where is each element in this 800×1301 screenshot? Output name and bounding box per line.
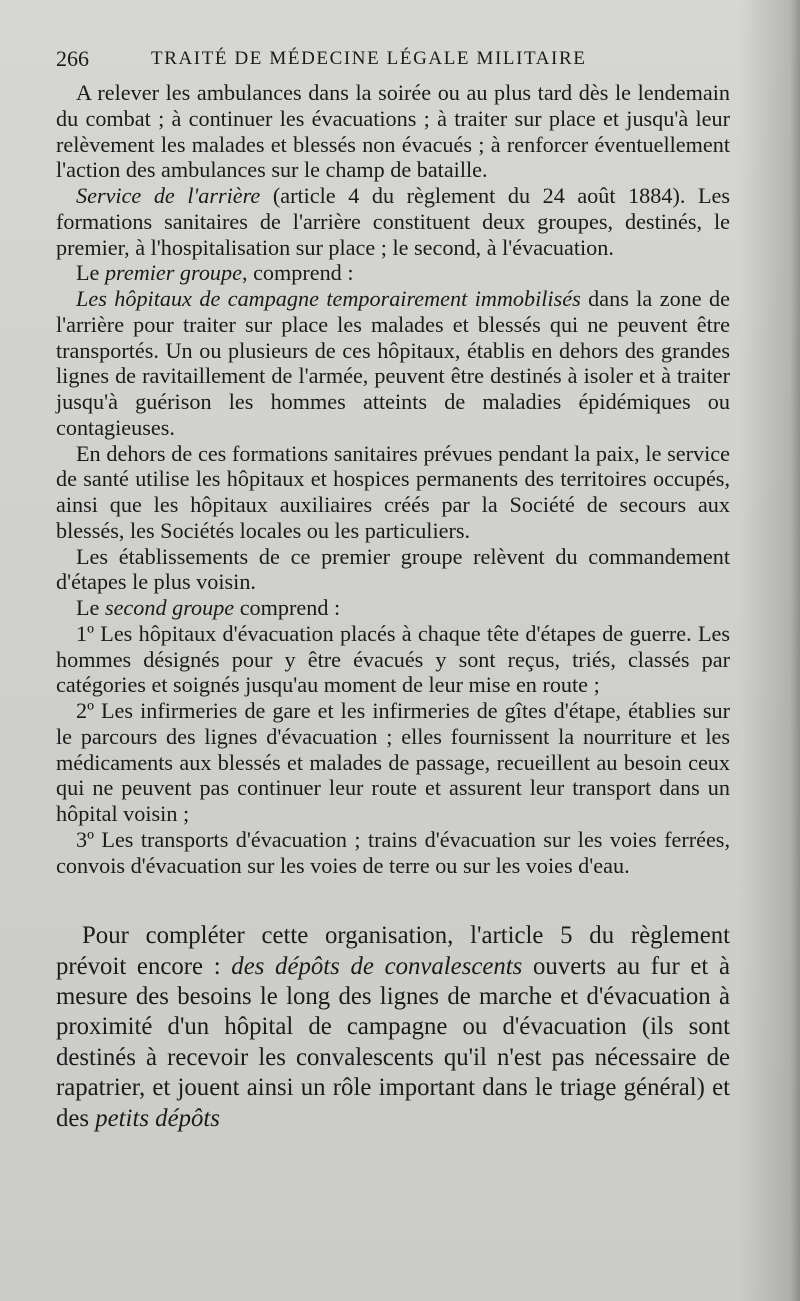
list-item: 3º Les transports d'évacuation ; trains d'évacuation sur les voies ferrées, convois d'évacuation sur les voies de terre ou sur les voies d'eau. — [56, 826, 730, 878]
paragraph: Le second groupe comprend : — [76, 595, 341, 620]
running-head — [56, 40, 730, 80]
paragraph: Le premier groupe, comprend : — [76, 260, 354, 286]
list-item: 1º Les hôpitaux d'évacuation placés à chaque tête d'étapes de guerre. Les hommes désignés pour y être évacués y sont reçus, triés, classés par catégories et soignés jusqu'au moment de leur mise en route ; — [56, 620, 730, 698]
closing-text — [56, 921, 730, 1134]
paragraph: Service de l'arrière (article 4 du règlement du 24 août 1884). Les formations sanitaires de l'arrière constituent deux groupes, destinés, le premier, à l'hospitalisation sur place ; le second, à l'évacuation. — [56, 183, 730, 260]
closing-paragraph: Pour compléter cette organisation, l'article 5 du règlement prévoit encore : des dépôts de convalescents ouverts au fur et à mesure des besoins le long des lignes de marche et d'évacuation à proximité d'un hôpital de campagne ou d'évacuation (ils sont destinés à recevoir les convalescents qu'il n'est pas nécessaire de rapatrier, et jouent ainsi un rôle important dans le triage général) et des petits dépôts — [56, 922, 730, 1132]
page-number: 266 — [56, 46, 89, 71]
list-item: 2º Les infirmeries de gare et les infirmeries de gîtes d'étape, établies sur le parcours des lignes d'évacuation ; elles fournissent la nourriture et les médicaments aux blessés et malades de passage, recueillent au besoin ceux qui ne peuvent pas continuer leur route et assurent leur transport dans un hôpital voisin ; — [56, 698, 730, 826]
paragraph: Les établissements de ce premier groupe relèvent du commandement d'étapes le plus voisin. — [56, 543, 730, 595]
paragraph: Les hôpitaux de campagne temporairement immobilisés dans la zone de l'arrière pour traiter sur place les malades et blessés qui ne peuvent être transportés. Un ou plusieurs de ces hôpitaux, établis en dehors des grandes lignes de ravitaillement de l'armée, peuvent être destinés à isoler et à traiter jusqu'à guérison les hommes atteints de maladies épidémiques ou contagieuses. — [56, 286, 730, 440]
body-text — [56, 80, 730, 878]
running-title: TRAITÉ DE MÉDECINE LÉGALE MILITAIRE — [151, 48, 587, 69]
paragraph: A relever les ambulances dans la soirée ou au plus tard dès le lendemain du combat ; à continuer les évacuations ; à traiter sur place et jusqu'à leur relèvement les malades et blessés non évacués ; à renforcer éventuellement l'action des ambulances sur le champ de bataille. — [56, 80, 730, 183]
paragraph: En dehors de ces formations sanitaires prévues pendant la paix, le service de santé utilise les hôpitaux et hospices permanents des territoires occupés, ainsi que les hôpitaux auxiliaires créés par la Société de secours aux blessés, les Sociétés locales ou les particuliers. — [56, 440, 730, 543]
